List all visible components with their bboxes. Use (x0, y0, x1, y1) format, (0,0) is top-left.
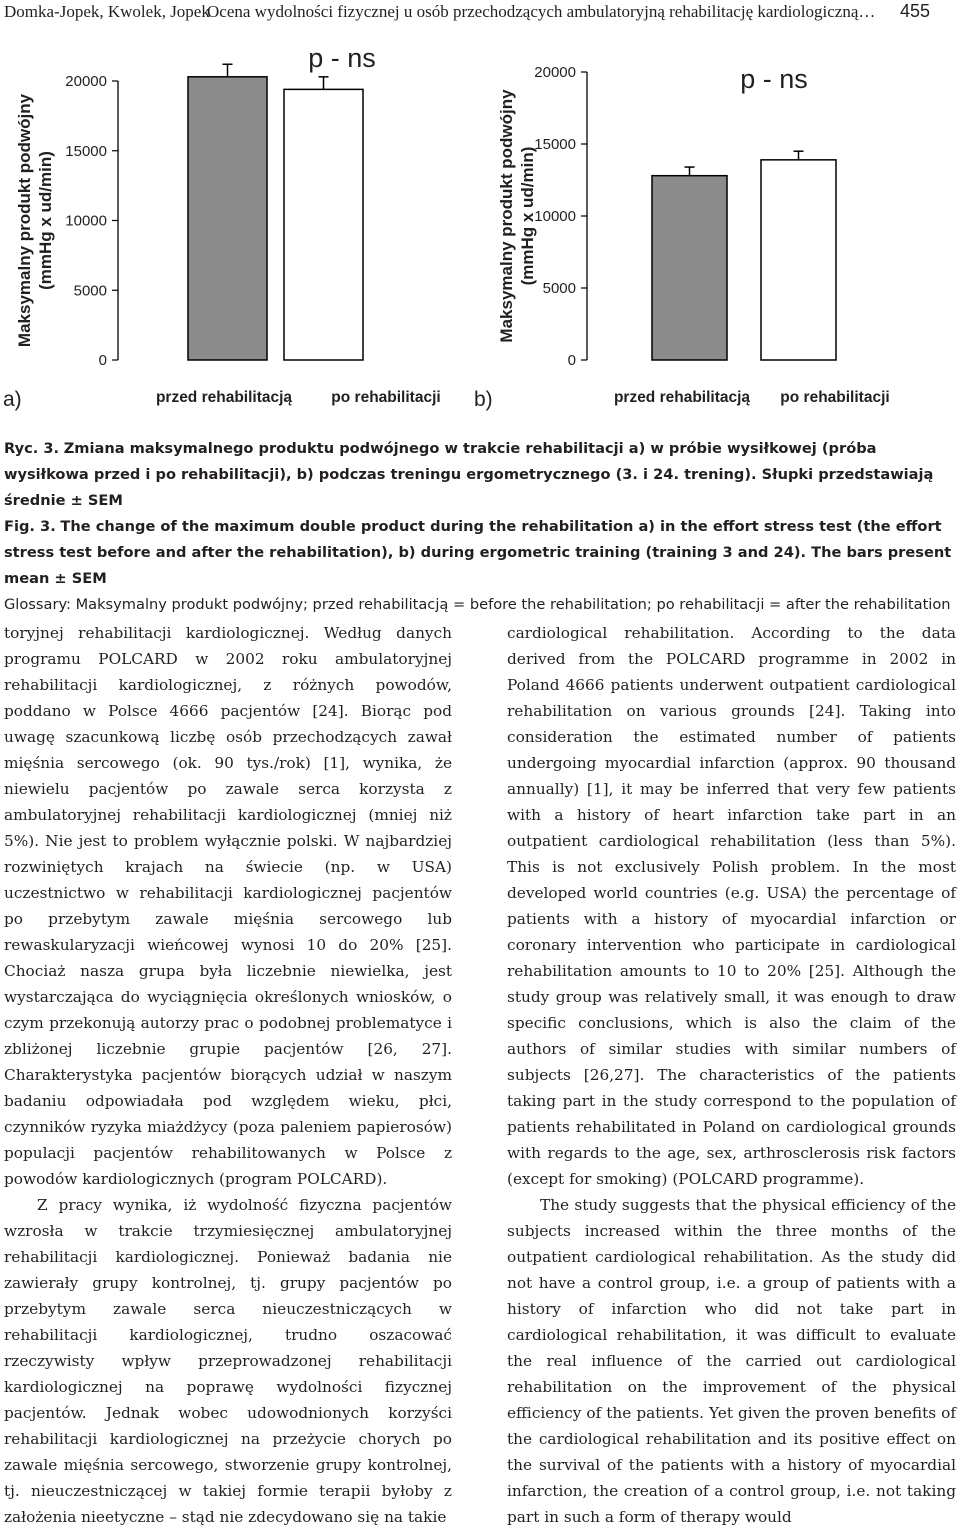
right-paragraph-2: The study suggests that the physical efficiency of the subjects increased within the three months of the outpatient cardiological rehabilitation. As the study did not have a control group, i.e. a group of patients with a history of infarction who did not take part in cardiological rehabilitation, it was difficult to evaluate the real influence of the carried out cardiological rehabilitation on the improvement of the physical efficiency of the patients. Yet given the proven benefits of the cardiological rehabilitation and its positive effect on the survival of the patients with a history of myocardial infarction, the creation of a control group, i.e. not taking part in such a form of therapy would (507, 1196, 956, 1526)
caption-glossary: Glossary: Maksymalny produkt podwójny; przed rehabilitacją = before the rehabilitation; po rehabilitacji = after the rehabilitation (4, 596, 951, 613)
bar (761, 160, 836, 360)
caption-pl-label: Ryc. 3. (4, 440, 60, 457)
chart-a (0, 40, 470, 420)
running-header (0, 0, 960, 28)
significance-annotation: p - ns (308, 43, 376, 73)
category-label: po rehabilitacji (331, 389, 441, 406)
y-tick-label: 0 (98, 352, 107, 369)
caption-pl-text: Zmiana maksymalnego produktu podwójnego w trakcie rehabilitacji a) w próbie wysiłkowej (próba wysiłkowa przed i po rehabilitacji), b) podczas treningu ergometrycznego (3. i 24. trening). Słupki przedstawiają średnie ± SEM (4, 440, 934, 509)
y-tick-label: 10000 (534, 208, 576, 225)
y-axis-title: Maksymalny produkt podwójny (mmHg x ud/min) (497, 89, 537, 343)
panel-label: a) (3, 388, 22, 411)
header-title: Ocena wydolności fizycznej u osób przechodzących ambulatoryjną rehabilitację kardiologiczną… (207, 2, 876, 21)
left-paragraph-2: Z pracy wynika, iż wydolność fizyczna pacjentów wzrosła w trakcie trzymiesięcznej ambulatoryjnej rehabilitacji kardiologicznej. Ponieważ badania nie zawierały grupy kontrolnej, tj. grupy pacjentów po przebytym zawale serca nieuczestniczących w rehabilitacji kardiologicznej, trudno oszacować rzeczywisty wpływ przeprowadzonej rehabilitacji kardiologicznej na poprawę wydolności fizycznej pacjentów. Jednak wobec udowodnionych korzyści rehabilitacji kardiologicznej na przeżycie chorych po zawale mięśnia sercowego, stworzenie grupy kontrolnej, tj. nieuczestniczącej w takiej formie terapii byłoby z założenia nieetyczne – stąd nie zdecydowano się na takie (4, 1196, 452, 1526)
caption-en-label: Fig. 3. (4, 518, 56, 535)
bar (652, 176, 727, 360)
bar (188, 77, 267, 360)
left-column (4, 620, 452, 1530)
header-authors: Domka-Jopek, Kwolek, Jopek (4, 2, 210, 21)
y-tick-label: 10000 (65, 212, 107, 230)
y-tick-label: 20000 (65, 73, 107, 90)
page-number: 455 (900, 1, 931, 21)
bar (284, 89, 363, 360)
y-tick-label: 5000 (73, 282, 107, 300)
y-axis-title: Maksymalny produkt podwójny (mmHg x ud/min) (15, 93, 55, 348)
panel-label: b) (474, 388, 493, 411)
caption-en-text: The change of the maximum double product during the rehabilitation a) in the effort stress test (the effort stress test before and after the rehabilitation), b) during ergometric training (training 3 and 24). The bars present mean ± SEM (4, 518, 952, 587)
chart-b (470, 40, 960, 420)
y-tick-label: 15000 (65, 142, 107, 160)
category-label: po rehabilitacji (780, 389, 890, 406)
category-label: przed rehabilitacją (613, 389, 751, 406)
left-paragraph-1: toryjnej rehabilitacji kardiologicznej. Według danych programu POLCARD w 2002 roku ambulatoryjnej rehabilitacji kardiologicznej, z różnych powodów, poddano w Polsce 4666 pacjentów [24]. Biorąc pod uwagę szacunkową liczbę osób przechodzących zawał mięśnia sercowego (ok. 90 tys./rok) [1], wynika, że niewielu pacjentów po zawale serca korzysta z ambulatoryjnej rehabilitacji kardiologicznej (mniej niż 5%). Nie jest to problem wyłącznie polski. W najbardziej rozwiniętych krajach na świecie (np. w USA) uczestnictwo w rehabilitacji kardiologicznej pacjentów po przebytym zawale mięśnia sercowego lub rewaskularyzacji wieńcowej wynosi 10 do 20% [25]. Chociaż nasza grupa była liczebnie niewielka, jest wystarczająca do wyciągnięcia określonych wniosków, o czym przekonują autorzy prac o podobnej problematyce i zbliżonej liczebnie grupie pacjentów [26, 27]. Charakterystyka pacjentów biorących udział w naszym badaniu odpowiadała pod względem wieku, płci, czynników ryzyka miażdżycy (poza paleniem papierosów) populacji pacjentów rehabilitowanych w Polsce z powodów kardiologicznych (program POLCARD). (4, 624, 452, 1188)
y-tick-label: 15000 (534, 136, 576, 153)
y-tick-label: 0 (567, 352, 576, 369)
category-label: przed rehabilitacją (155, 389, 293, 406)
y-tick-label: 5000 (542, 280, 576, 297)
right-column (507, 620, 956, 1530)
figure-caption (4, 436, 954, 618)
right-paragraph-1: cardiological rehabilitation. According to the data derived from the POLCARD programme in 2002 in Poland 4666 patients underwent outpatient cardiological rehabilitation on various grounds [24]. Taking into consideration the estimated number of patients undergoing myocardial infarction (approx. 90 thousand annually) [1], it may be inferred that very few patients with a history of heart infarction take part in an outpatient cardiological rehabilitation (less than 5%). This is not exclusively Polish problem. In the most developed world countries (e.g. USA) the percentage of patients with a history of myocardial infarction or coronary intervention who participate in cardiological rehabilitation amounts to 10 to 20% [25]. Although the study group was relatively small, it was enough to draw specific conclusions, which is also the claim of the authors of similar studies with similar numbers of subjects [26,27]. The characteristics of the patients taking part in the study correspond to the population of patients rehabilitated in Poland on cardiological grounds with regards to the age, sex, arthrosclerosis risk factors (except for smoking) (POLCARD programme). (507, 624, 956, 1188)
y-tick-label: 20000 (534, 64, 576, 81)
significance-annotation: p - ns (740, 64, 808, 94)
